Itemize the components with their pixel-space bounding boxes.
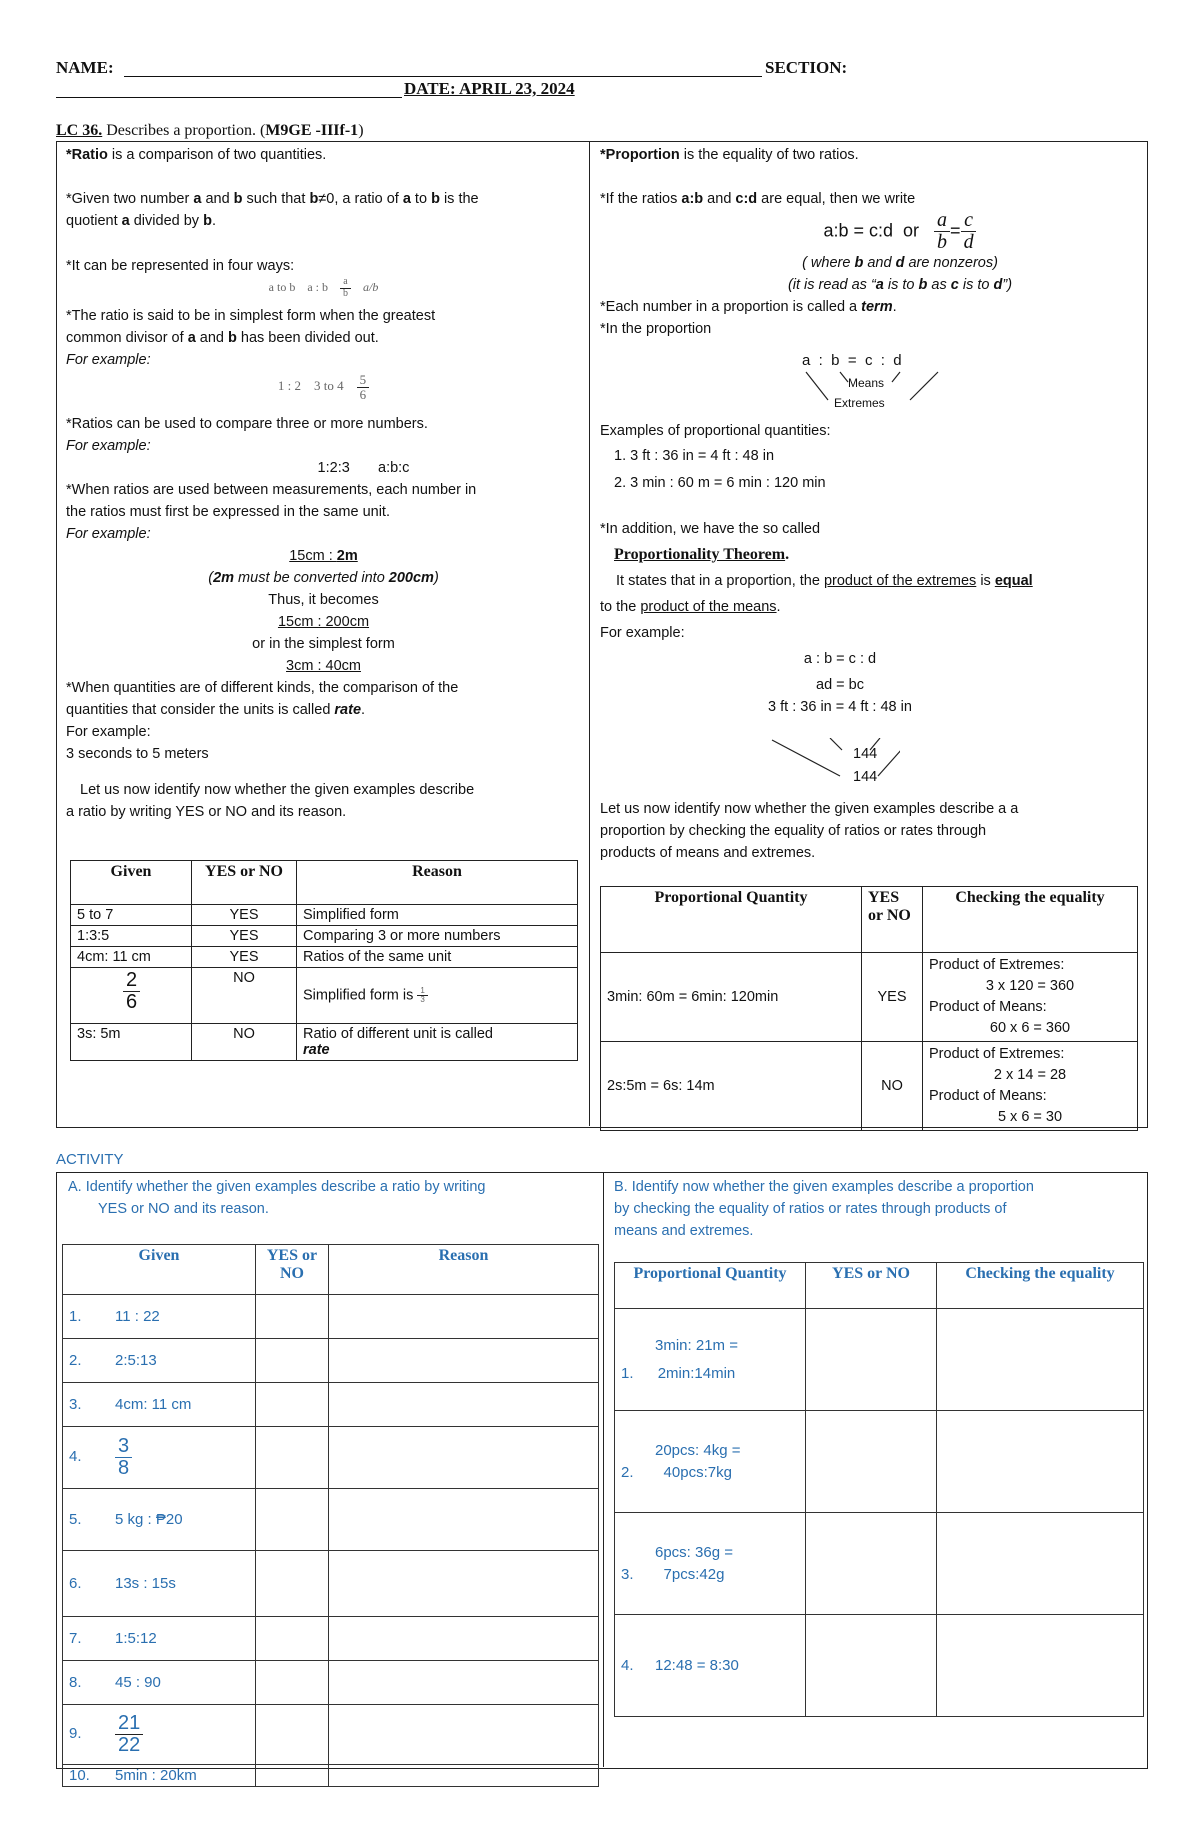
activity-a-table: Given YES or NO Reason 1. 11 : 22 2. 2:5:13 3. 4cm: 11 cm 4. $\frac{3}{8}$ 5. 5 kg : ₱20 6. 13s : 15s 7. 1:5:12 8. 45 : 90 9. $\frac{21}{22}$ 10. 5min : 20km: [62, 1244, 599, 1787]
answer-yes-no-5[interactable]: [256, 1489, 329, 1551]
means-label: Means: [848, 376, 885, 390]
learning-competency: LC 36. Describes a proportion. (M9GE -IIIf-1): [56, 122, 364, 139]
table-row: 10. 5min : 20km: [63, 1765, 599, 1787]
b-answer-yes-no-4[interactable]: [806, 1615, 937, 1717]
b-answer-check-3[interactable]: [937, 1513, 1144, 1615]
ratio-section: *Ratio is a comparison of two quantities. *Given two number a and b such that b≠0, a ratio of a to b is the quotient a divided by b. *It can be represented in four ways: a to b a : b $\frac{a}{b}$ a/b *The ratio is said to be in simplest form when the greatest common divisor of a and b has been divided out. For example: 1 : 2 3 to 4 $\frac{5}{6}$ *Ratios can be used to compare three or more numbers. For example: 1:2:3 a:b:c *When ratios are used between measurements, each number in the ratios must first be expressed in the same unit. For example: 15cm : 2m (2m must be converted into 200cm) Thus, it becomes 15cm : 200cm or in the simplest form 3cm : 40cm *When quantities are of different kinds, the comparison of the quantities that consider the units is called rate. For example: 3 seconds to 5 meters Let us now identify now whether the given examples describe a ratio by writing YES or NO and its reason.: [66, 144, 581, 823]
table-row: 6. 13s : 15s: [63, 1551, 599, 1617]
extremes-product: 144: [853, 769, 878, 785]
answer-reason-10[interactable]: [329, 1765, 599, 1787]
means-extremes-diagram: [790, 352, 960, 414]
answer-reason-6[interactable]: [329, 1551, 599, 1617]
diagram-expression: a : b = c : d: [802, 352, 902, 369]
activity-divider: [603, 1172, 604, 1767]
extremes-label: Extremes: [834, 396, 885, 410]
table-row: 3. 4cm: 11 cm: [63, 1383, 599, 1427]
ratio-example-table: Given YES or NO Reason 5 to 7 YES Simplified form 1:3:5 YES Comparing 3 or more numbers 4cm: 11 cm YES Ratios of the same unit $\frac{2}{6}$ NO Simplified form is $\frac{1}{3}$ 3s: 5m NO Ratio of different unit is called rate: [70, 860, 578, 1061]
b-answer-yes-no-1[interactable]: [806, 1309, 937, 1411]
proportion-example-table: Proportional Quantity YES or NO Checking the equality 3min: 60m = 6min: 120min YES Product of Extremes: 3 x 120 = 360 Product of Means: 60 x 6 = 360 2s:5m = 6s: 14m NO Product of Extremes: 2 x 14 = 28 Product of Means: 5 x 6 = 30: [600, 886, 1138, 1131]
table-row: 5. 5 kg : ₱20: [63, 1489, 599, 1551]
b-answer-yes-no-3[interactable]: [806, 1513, 937, 1615]
answer-reason-3[interactable]: [329, 1383, 599, 1427]
answer-reason-7[interactable]: [329, 1617, 599, 1661]
name-line[interactable]: [124, 76, 762, 77]
answer-yes-no-4[interactable]: [256, 1427, 329, 1489]
table-row: 3min: 60m = 6min: 120min YES Product of Extremes: 3 x 120 = 360 Product of Means: 60 x 6 = 360: [601, 953, 1138, 1042]
table-row: 4cm: 11 cm YES Ratios of the same unit: [71, 947, 578, 968]
table-row: 9. $\frac{21}{22}$: [63, 1705, 599, 1765]
table-row: 1. 11 : 22: [63, 1295, 599, 1339]
b-answer-check-4[interactable]: [937, 1615, 1144, 1717]
table-row: 1.3min: 21m = 2min:14min: [615, 1309, 1144, 1411]
table-row: 2. 2:5:13: [63, 1339, 599, 1383]
name-label: NAME:: [56, 58, 114, 77]
date-label: DATE: APRIL 23, 2024: [404, 79, 575, 98]
b-answer-check-2[interactable]: [937, 1411, 1144, 1513]
answer-reason-8[interactable]: [329, 1661, 599, 1705]
answer-reason-5[interactable]: [329, 1489, 599, 1551]
simplest-examples: 1 : 2 3 to 4 $\frac{5}{6}$: [66, 371, 581, 413]
proportion-equation: a:b = c:d or $\frac{a}{b}$ = $\frac{c}{d}$: [600, 210, 1140, 252]
answer-yes-no-1[interactable]: [256, 1295, 329, 1339]
table-row: 2s:5m = 6s: 14m NO Product of Extremes: 2 x 14 = 28 Product of Means: 5 x 6 = 30: [601, 1042, 1138, 1131]
answer-reason-1[interactable]: [329, 1295, 599, 1339]
b-answer-yes-no-2[interactable]: [806, 1411, 937, 1513]
proportion-examples: Examples of proportional quantities: 1. 3 ft : 36 in = 4 ft : 48 in 2. 3 min : 60 m = 6 min : 120 min *In addition, we have the so called Proportionality Theorem. It states that in a proportion, the product of the extremes is equal to the product of the means. For example: a : b = c : d ad = bc 3 ft : 36 in = 4 ft : 48 in: [600, 423, 1033, 715]
answer-yes-no-8[interactable]: [256, 1661, 329, 1705]
activity-b-table: Proportional Quantity YES or NO Checking the equality 1.3min: 21m = 2min:14min 2.20pcs: 4kg = 40pcs:7kg 3.6pcs: 36g = 7pcs:42g 4. 12:48 = 8:30: [614, 1262, 1144, 1717]
table-row: 3.6pcs: 36g = 7pcs:42g: [615, 1513, 1144, 1615]
cross-product-arrows: [760, 738, 900, 788]
table-row: 1:3:5 YES Comparing 3 or more numbers: [71, 926, 578, 947]
answer-yes-no-2[interactable]: [256, 1339, 329, 1383]
answer-reason-4[interactable]: [329, 1427, 599, 1489]
answer-yes-no-3[interactable]: [256, 1383, 329, 1427]
means-product: 144: [853, 746, 878, 762]
table-row: 4. $\frac{3}{8}$: [63, 1427, 599, 1489]
activity-a-instructions: A. Identify whether the given examples describe a ratio by writing YES or NO and its reason.: [68, 1179, 486, 1217]
table-row: 3s: 5m NO Ratio of different unit is called rate: [71, 1024, 578, 1061]
activity-b-instructions: B. Identify now whether the given examples describe a proportion by checking the equality of ratios or rates through products of means and extremes.: [614, 1179, 1034, 1239]
lesson-divider: [589, 141, 590, 1126]
four-ways-examples: a to b a : b $\frac{a}{b}$ a/b: [268, 276, 379, 299]
section-line[interactable]: [56, 97, 402, 98]
answer-reason-2[interactable]: [329, 1339, 599, 1383]
answer-yes-no-6[interactable]: [256, 1551, 329, 1617]
table-row: 8. 45 : 90: [63, 1661, 599, 1705]
table-row: $\frac{2}{6}$ NO Simplified form is $\frac{1}{3}$: [71, 968, 578, 1024]
answer-yes-no-7[interactable]: [256, 1617, 329, 1661]
table-row: 5 to 7 YES Simplified form: [71, 905, 578, 926]
proportion-section: *Proportion is the equality of two ratios. *If the ratios a:b and c:d are equal, then we write a:b = c:d or $\frac{a}{b}$ = $\frac{c}{d}$ ( where b and d are nonzeros) (it is read as “a is to b as c is to d”) *Each number in a proportion is called a term. *In the proportion: [600, 144, 1140, 340]
answer-reason-9[interactable]: [329, 1705, 599, 1765]
section-label: SECTION:: [765, 58, 848, 77]
activity-title: ACTIVITY: [56, 1151, 124, 1168]
table-row: 4. 12:48 = 8:30: [615, 1615, 1144, 1717]
answer-yes-no-10[interactable]: [256, 1765, 329, 1787]
table-row: 7. 1:5:12: [63, 1617, 599, 1661]
b-answer-check-1[interactable]: [937, 1309, 1144, 1411]
table-row: 2.20pcs: 4kg = 40pcs:7kg: [615, 1411, 1144, 1513]
answer-yes-no-9[interactable]: [256, 1705, 329, 1765]
proportion-identify-text: Let us now identify now whether the given examples describe a a proportion by checking the equality of ratios or rates through products of means and extremes.: [600, 801, 1019, 861]
